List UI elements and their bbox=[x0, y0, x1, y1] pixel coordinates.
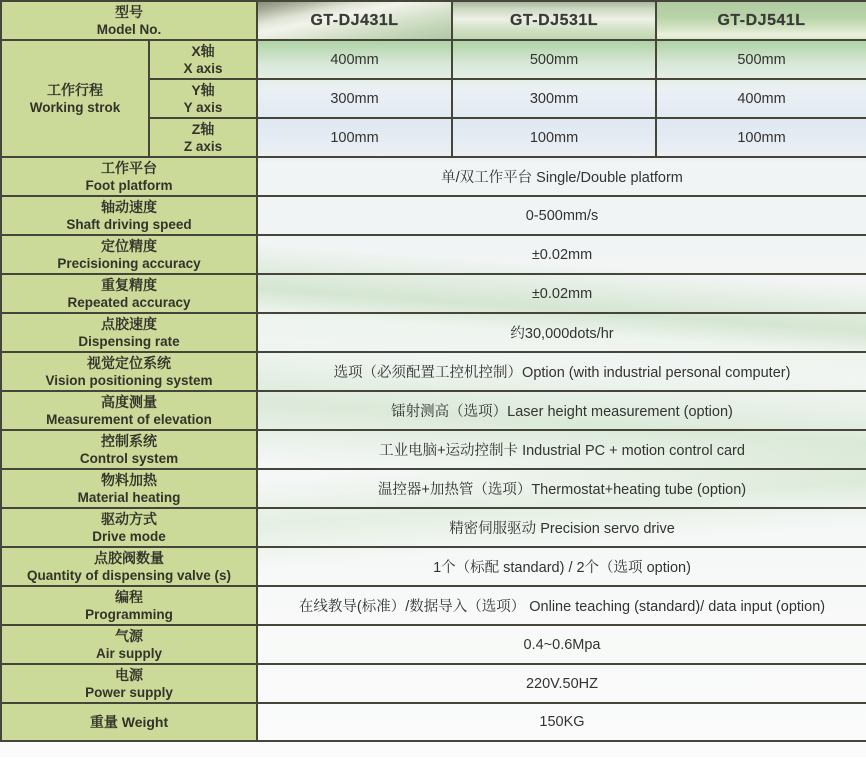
table-row-material-heating bbox=[1, 469, 866, 508]
label-zh: 视觉定位系统 bbox=[87, 355, 171, 371]
row-label-repeated-accuracy bbox=[1, 274, 257, 313]
value-x-axis-model2: 500mm bbox=[452, 40, 656, 79]
label-zh: 点胶阀数量 bbox=[94, 550, 164, 566]
value-z-axis-model3: 100mm bbox=[656, 118, 866, 157]
row-label-weight bbox=[1, 703, 257, 741]
label-zh: 物料加热 bbox=[101, 472, 157, 488]
table-row-shaft-driving-speed bbox=[1, 196, 866, 235]
row-label-x-axis bbox=[149, 40, 257, 79]
row-label-vision-positioning-system bbox=[1, 352, 257, 391]
row-label-working-stroke bbox=[1, 40, 149, 157]
label-en: Working strok bbox=[29, 100, 121, 115]
table-row-precisioning-accuracy bbox=[1, 235, 866, 274]
label-zh: 电源 bbox=[115, 667, 143, 683]
label-zh: 轴动速度 bbox=[101, 199, 157, 215]
value-drive-mode: 精密伺服驱动 Precision servo drive bbox=[257, 508, 866, 547]
value-repeated-accuracy: ±0.02mm bbox=[257, 274, 866, 313]
value-precisioning-accuracy: ±0.02mm bbox=[257, 235, 866, 274]
label-zh: X轴 bbox=[191, 43, 215, 59]
value-quantity-of-dispensing-valves: 1个（标配 standard) / 2个（选项 option) bbox=[257, 547, 866, 586]
table-row-control-system bbox=[1, 430, 866, 469]
label-zh: 气源 bbox=[115, 628, 143, 644]
label-en: Precisioning accuracy bbox=[57, 256, 201, 271]
label-en: Y axis bbox=[183, 100, 223, 115]
row-label-foot-platform bbox=[1, 157, 257, 196]
table-row-weight bbox=[1, 703, 866, 741]
value-x-axis-model3: 500mm bbox=[656, 40, 866, 79]
value-z-axis-model1: 100mm bbox=[257, 118, 452, 157]
table-row-model bbox=[1, 1, 866, 40]
row-label-power-supply bbox=[1, 664, 257, 703]
value-measurement-of-elevation: 镭射测高（选项）Laser height measurement (option) bbox=[257, 391, 866, 430]
row-label-model-no bbox=[1, 1, 257, 40]
label-zh: 工作平台 bbox=[101, 160, 157, 176]
value-y-axis-model3: 400mm bbox=[656, 79, 866, 118]
table-row-vision-positioning-system bbox=[1, 352, 866, 391]
label-zh: 高度测量 bbox=[101, 394, 157, 410]
label-en: Power supply bbox=[85, 685, 173, 700]
label-zh: 工作行程 bbox=[47, 82, 103, 98]
label-en: X axis bbox=[183, 61, 223, 76]
table-row-drive-mode bbox=[1, 508, 866, 547]
table-row-measurement-of-elevation bbox=[1, 391, 866, 430]
model-name-gt-dj431l: GT-DJ431L bbox=[257, 1, 452, 40]
row-label-z-axis bbox=[149, 118, 257, 157]
row-label-control-system bbox=[1, 430, 257, 469]
table-row-programming bbox=[1, 586, 866, 625]
label-zh: 型号 bbox=[115, 4, 143, 20]
value-dispensing-rate: 约30,000dots/hr bbox=[257, 313, 866, 352]
row-label-precisioning-accuracy bbox=[1, 235, 257, 274]
label-zh: 编程 bbox=[115, 589, 143, 605]
label-en: Shaft driving speed bbox=[66, 217, 192, 232]
label-en: Vision positioning system bbox=[45, 373, 213, 388]
row-label-quantity-of-dispensing-valves bbox=[1, 547, 257, 586]
label-zh: 重复精度 bbox=[101, 277, 157, 293]
table-row-dispensing-rate bbox=[1, 313, 866, 352]
label-zh: Z轴 bbox=[191, 121, 215, 137]
table-row-quantity-of-dispensing-valves bbox=[1, 547, 866, 586]
table-row-repeated-accuracy bbox=[1, 274, 866, 313]
label-en: Programming bbox=[85, 607, 173, 622]
row-label-measurement-of-elevation bbox=[1, 391, 257, 430]
row-label-programming bbox=[1, 586, 257, 625]
row-label-air-supply bbox=[1, 625, 257, 664]
label-zh: 点胶速度 bbox=[101, 316, 157, 332]
row-label-dispensing-rate bbox=[1, 313, 257, 352]
table-row-x-axis bbox=[1, 40, 866, 79]
value-control-system: 工业电脑+运动控制卡 Industrial PC + motion control card bbox=[257, 430, 866, 469]
model-name-gt-dj531l: GT-DJ531L bbox=[452, 1, 656, 40]
value-vision-positioning-system: 选项（必须配置工控机控制）Option (with industrial personal computer) bbox=[257, 352, 866, 391]
label-zh: Y轴 bbox=[191, 82, 215, 98]
value-programming: 在线教导(标准）/数据导入（选项） Online teaching (standard)/ data input (option) bbox=[257, 586, 866, 625]
value-material-heating: 温控器+加热管（选项）Thermostat+heating tube (option) bbox=[257, 469, 866, 508]
value-y-axis-model1: 300mm bbox=[257, 79, 452, 118]
value-weight: 150KG bbox=[257, 703, 866, 741]
value-z-axis-model2: 100mm bbox=[452, 118, 656, 157]
label-en: Repeated accuracy bbox=[67, 295, 191, 310]
label-zh: 控制系统 bbox=[101, 433, 157, 449]
label-en: Model No. bbox=[96, 22, 162, 37]
table-row-air-supply bbox=[1, 625, 866, 664]
label-zh: 驱动方式 bbox=[101, 511, 157, 527]
label-en: Quantity of dispensing valve (s) bbox=[26, 568, 232, 583]
label-en: Material heating bbox=[77, 490, 181, 505]
value-power-supply: 220V.50HZ bbox=[257, 664, 866, 703]
table-row-foot-platform bbox=[1, 157, 866, 196]
value-x-axis-model1: 400mm bbox=[257, 40, 452, 79]
label-zh: 定位精度 bbox=[101, 238, 157, 254]
value-foot-platform: 单/双工作平台 Single/Double platform bbox=[257, 157, 866, 196]
label-zh: 重量 Weight bbox=[89, 714, 169, 730]
label-en: Air supply bbox=[95, 646, 162, 661]
row-label-material-heating bbox=[1, 469, 257, 508]
row-label-shaft-driving-speed bbox=[1, 196, 257, 235]
label-en: Measurement of elevation bbox=[46, 412, 212, 427]
value-air-supply: 0.4~0.6Mpa bbox=[257, 625, 866, 664]
value-shaft-driving-speed: 0-500mm/s bbox=[257, 196, 866, 235]
model-name-gt-dj541l: GT-DJ541L bbox=[656, 1, 866, 40]
row-label-y-axis bbox=[149, 79, 257, 118]
label-en: Drive mode bbox=[92, 529, 166, 544]
label-en: Z axis bbox=[183, 139, 223, 154]
label-en: Foot platform bbox=[85, 178, 173, 193]
value-y-axis-model2: 300mm bbox=[452, 79, 656, 118]
table-row-power-supply bbox=[1, 664, 866, 703]
row-label-drive-mode bbox=[1, 508, 257, 547]
label-en: Control system bbox=[79, 451, 179, 466]
label-en: Dispensing rate bbox=[78, 334, 180, 349]
